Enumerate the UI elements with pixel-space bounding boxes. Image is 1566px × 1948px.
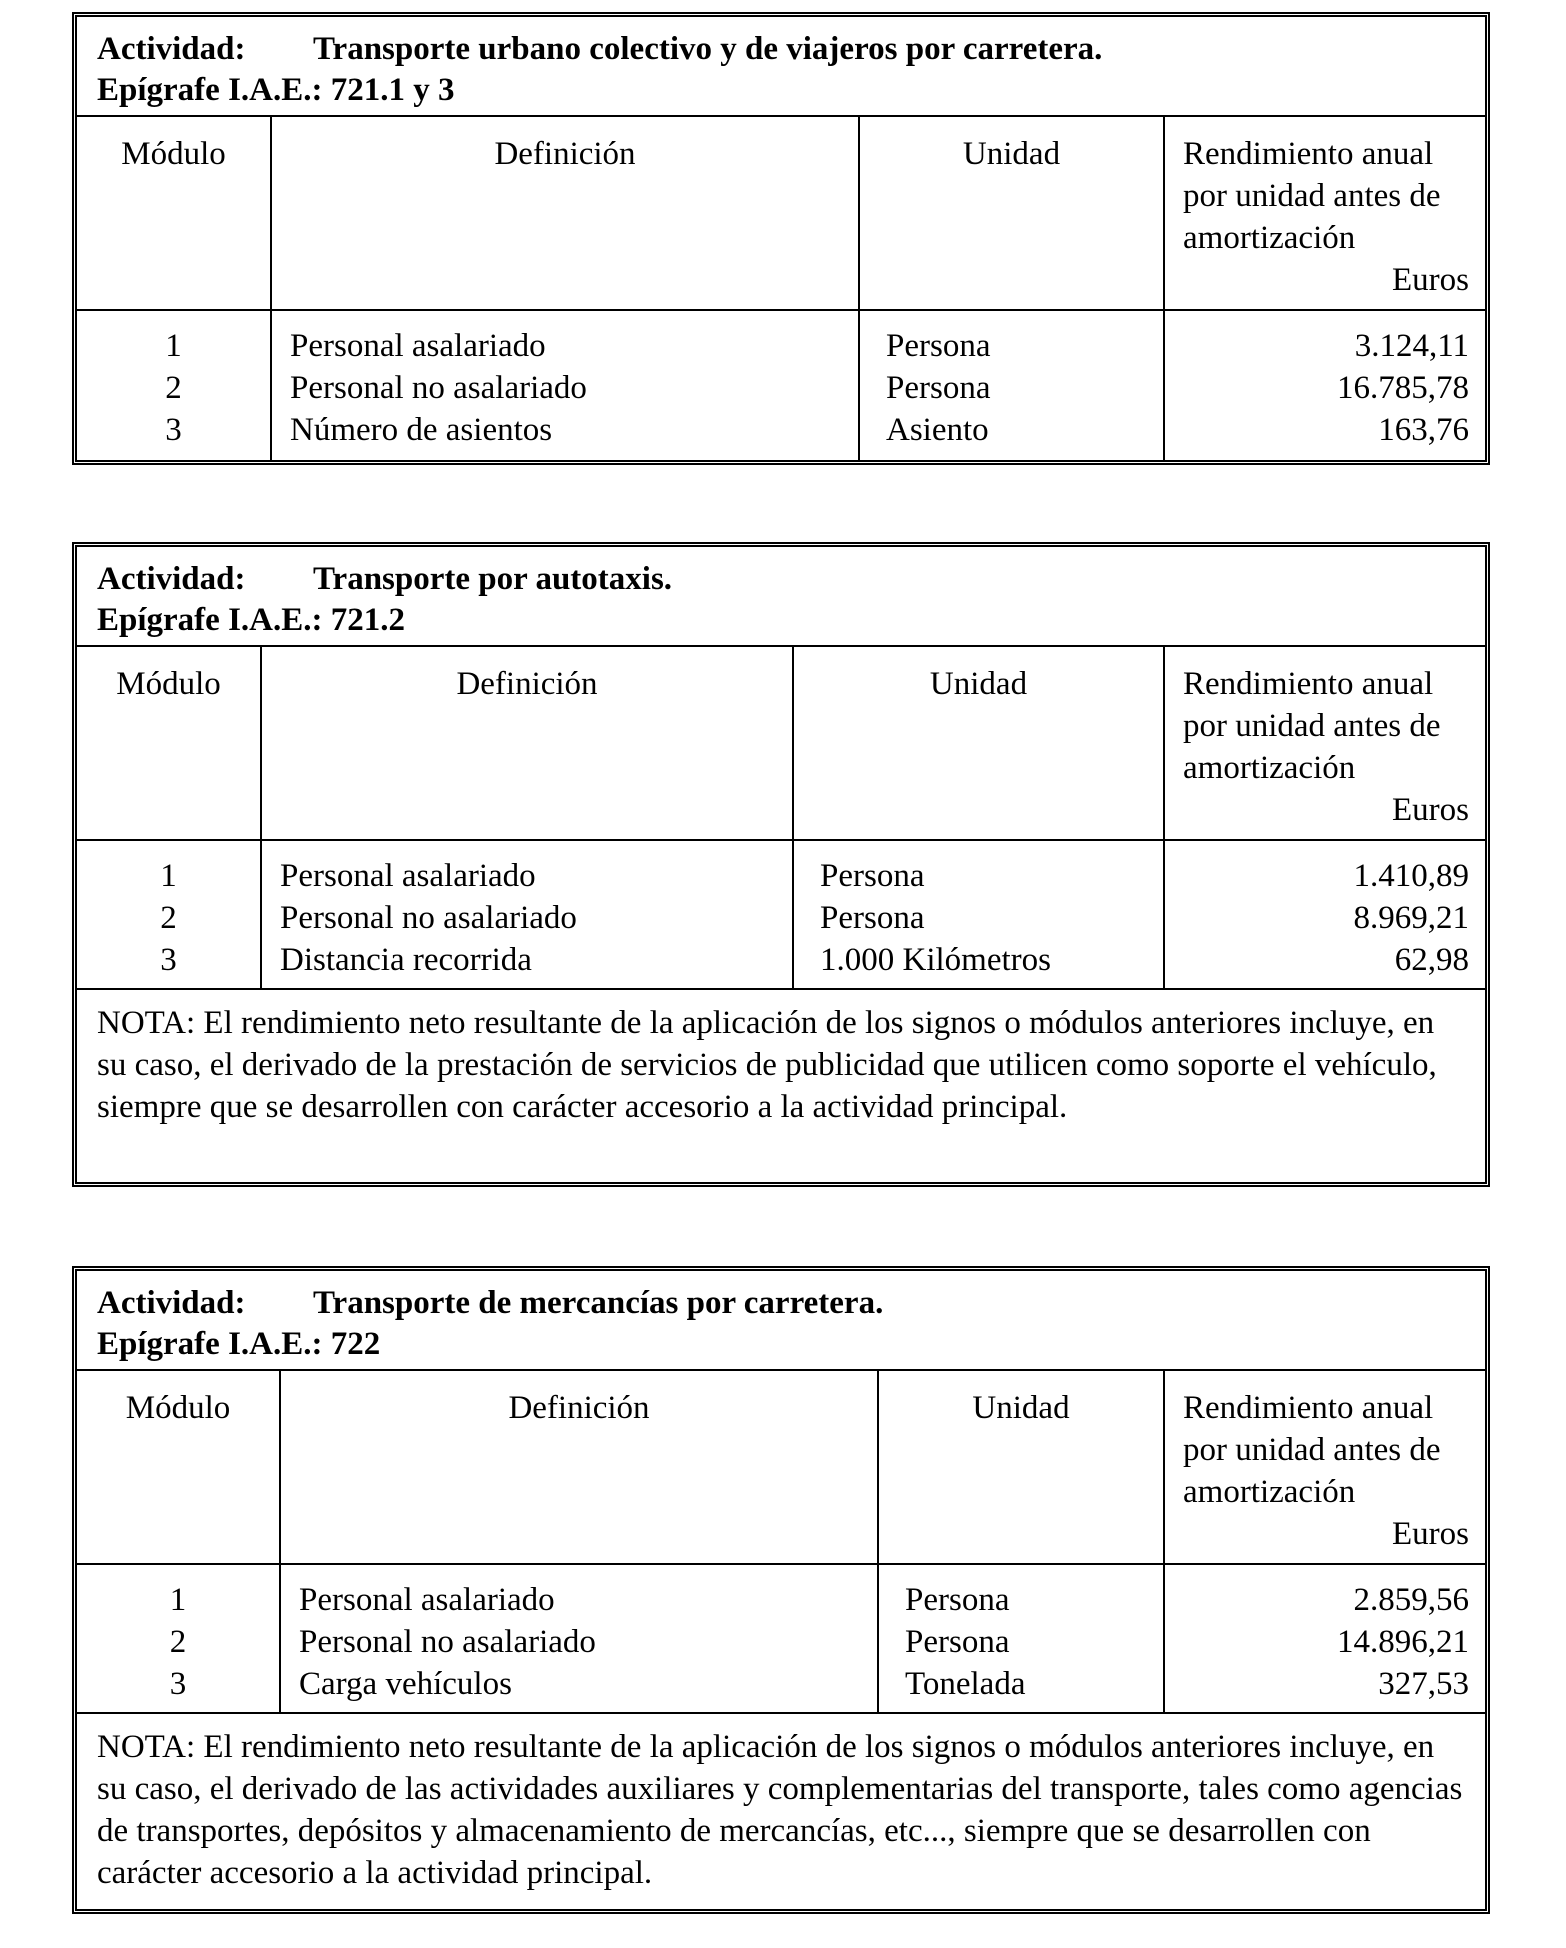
table-row-definicion: Personal no asalariado [290, 370, 587, 406]
header-euros: Euros [1392, 792, 1469, 828]
activity-header [77, 17, 1485, 117]
nota-text: NOTA: El rendimiento neto resultante de la aplicación de los signos o módulos anteriores incluye, en su caso, el derivado de las actividades auxiliares y complementarias del transporte, tales como agencias de transportes, depósitos y almacenamiento de mercancías, etc..., siempre que se desarrollen con carácter accesorio a la actividad principal. [97, 1729, 1463, 1891]
table-row-modulo: 2 [165, 370, 182, 406]
header-definicion: Definición [272, 117, 860, 309]
table-row-definicion: Personal asalariado [299, 1582, 555, 1618]
header-euros: Euros [1392, 262, 1469, 298]
header-rendimiento-line: amortización [1183, 1474, 1356, 1510]
table-row-unidad: Persona [820, 858, 925, 894]
actividad-label: Actividad: [97, 31, 246, 67]
activity-table-1 [72, 12, 1490, 465]
data-rows [77, 311, 1485, 460]
table-row-unidad: Asiento [886, 412, 989, 448]
table-row-modulo: 1 [160, 858, 177, 894]
column-header-row [77, 1371, 1485, 1565]
table-row-rendimiento: 14.896,21 [1337, 1624, 1469, 1660]
epigrafe: Epígrafe I.A.E.: 722 [97, 1326, 381, 1362]
data-rows [77, 1565, 1485, 1714]
table-row-rendimiento: 3.124,11 [1354, 328, 1469, 364]
rendimiento-column [1165, 1565, 1485, 1712]
header-rendimiento [1165, 1371, 1485, 1563]
unidad-column [794, 841, 1165, 988]
rendimiento-column [1165, 311, 1485, 460]
table-row-unidad: Persona [905, 1582, 1010, 1618]
header-modulo: Módulo [77, 117, 272, 309]
header-modulo: Módulo [77, 647, 262, 839]
header-rendimiento-line: Rendimiento anual [1183, 666, 1434, 702]
header-modulo: Módulo [77, 1371, 281, 1563]
table-row-definicion: Carga vehículos [299, 1666, 512, 1702]
header-definicion: Definición [262, 647, 794, 839]
table-row-modulo: 1 [169, 1582, 187, 1618]
activity-table-3 [72, 1266, 1490, 1914]
table-row-rendimiento: 2.859,56 [1353, 1582, 1469, 1618]
definicion-column [272, 311, 860, 460]
header-definicion: Definición [281, 1371, 879, 1563]
activity-table-2 [72, 542, 1490, 1187]
table-row-modulo: 3 [165, 412, 182, 448]
column-header-row [77, 117, 1485, 311]
header-unidad: Unidad [860, 117, 1165, 309]
table-row-rendimiento: 16.785,78 [1337, 370, 1469, 406]
header-rendimiento [1165, 117, 1485, 309]
table-row-unidad: Persona [905, 1624, 1010, 1660]
epigrafe: Epígrafe I.A.E.: 721.1 y 3 [97, 72, 455, 108]
table-row-definicion: Personal no asalariado [280, 900, 577, 936]
table-row-rendimiento: 8.969,21 [1353, 900, 1469, 936]
epigrafe: Epígrafe I.A.E.: 721.2 [97, 602, 405, 638]
activity-header [77, 1271, 1485, 1371]
table-row-rendimiento: 62,98 [1394, 942, 1469, 978]
table-row-definicion: Personal asalariado [290, 328, 546, 364]
header-rendimiento-line: por unidad antes de [1183, 178, 1441, 214]
actividad-label: Actividad: [97, 561, 246, 597]
table-row-modulo: 2 [160, 900, 177, 936]
modulo-column [77, 1565, 281, 1712]
definicion-column [262, 841, 794, 988]
table-row-definicion: Distancia recorrida [280, 942, 532, 978]
table-row-modulo: 2 [169, 1624, 187, 1660]
table-row-definicion: Personal no asalariado [299, 1624, 596, 1660]
actividad-title: Transporte urbano colectivo y de viajeros por carretera. [313, 31, 1103, 67]
unidad-column [879, 1565, 1165, 1712]
column-header-row [77, 647, 1485, 841]
table-row-definicion: Personal asalariado [280, 858, 536, 894]
header-rendimiento-line: por unidad antes de [1183, 708, 1441, 744]
actividad-title: Transporte de mercancías por carretera. [313, 1285, 884, 1321]
modulo-column [77, 311, 272, 460]
actividad-label: Actividad: [97, 1285, 246, 1321]
table-row-unidad: Tonelada [905, 1666, 1026, 1702]
header-unidad: Unidad [794, 647, 1165, 839]
nota-text: NOTA: El rendimiento neto resultante de la aplicación de los signos o módulos anteriores incluye, en su caso, el derivado de la prestación de servicios de publicidad que utilicen como soporte el vehículo, siempre que se desarrollen con carácter accesorio a la actividad principal. [97, 1005, 1437, 1125]
activity-header [77, 547, 1485, 647]
table-row-unidad: Persona [886, 370, 991, 406]
table-row-unidad: Persona [820, 900, 925, 936]
header-rendimiento [1165, 647, 1485, 839]
header-rendimiento-line: amortización [1183, 220, 1356, 256]
table-row-modulo: 3 [160, 942, 177, 978]
header-rendimiento-line: Rendimiento anual [1183, 1390, 1434, 1426]
data-rows [77, 841, 1485, 990]
table-row-rendimiento: 327,53 [1378, 1666, 1469, 1702]
table-row-unidad: Persona [886, 328, 991, 364]
actividad-title: Transporte por autotaxis. [313, 561, 673, 597]
table-row-rendimiento: 1.410,89 [1353, 858, 1469, 894]
table-row-rendimiento: 163,76 [1378, 412, 1469, 448]
table-row-modulo: 1 [165, 328, 182, 364]
header-rendimiento-line: amortización [1183, 750, 1356, 786]
table-row-unidad: 1.000 Kilómetros [820, 942, 1051, 978]
rendimiento-column [1165, 841, 1485, 988]
header-rendimiento-line: por unidad antes de [1183, 1432, 1441, 1468]
unidad-column [860, 311, 1165, 460]
header-euros: Euros [1392, 1516, 1469, 1552]
header-unidad: Unidad [879, 1371, 1165, 1563]
definicion-column [281, 1565, 879, 1712]
table-row-definicion: Número de asientos [290, 412, 553, 448]
modulo-column [77, 841, 262, 988]
table-row-modulo: 3 [169, 1666, 187, 1702]
header-rendimiento-line: Rendimiento anual [1183, 136, 1434, 172]
